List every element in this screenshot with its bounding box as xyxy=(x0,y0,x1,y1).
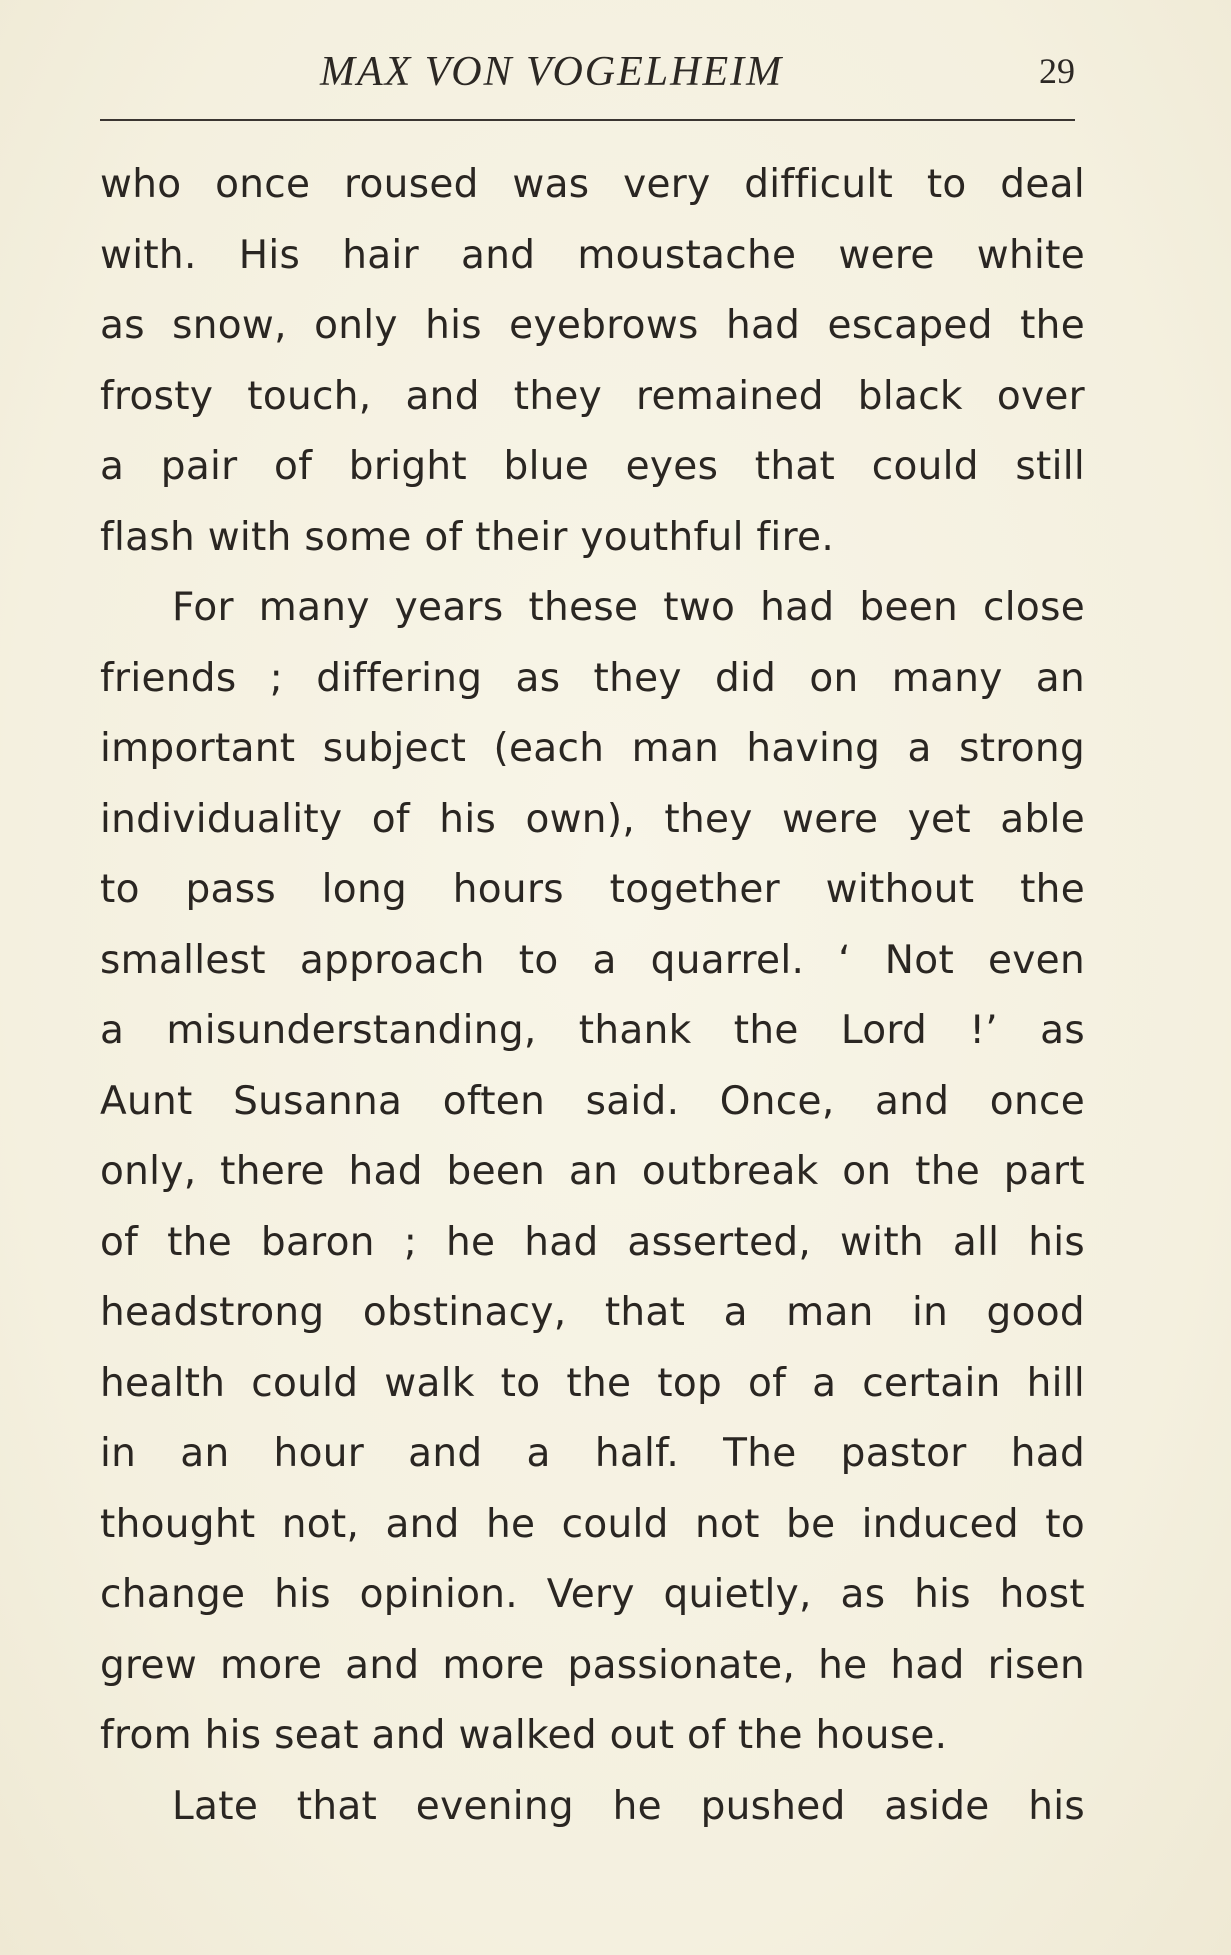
text-line: Aunt Susanna often said. Once, and once xyxy=(100,1078,1085,1124)
text-line: only, there had been an outbreak on the part xyxy=(100,1149,1085,1194)
text-line: in an hour and a half. The pastor had xyxy=(100,1431,1085,1476)
text-line: friends ; differing as they did on many an xyxy=(100,655,1085,701)
running-head xyxy=(100,48,1075,108)
text-line: thought not, and he could not be induced to xyxy=(100,1501,1085,1547)
text-line: a pair of bright blue eyes that could still xyxy=(100,444,1085,489)
text-line: of the baron ; he had asserted, with all his xyxy=(100,1219,1085,1265)
text-line: from his seat and walked out of the house. xyxy=(100,1713,948,1758)
text-line: smallest approach to a quarrel. ‘ Not even xyxy=(100,937,1085,983)
text-line: a misunderstanding, thank the Lord !’ as xyxy=(100,1008,1085,1053)
text-line: important subject (each man having a strong xyxy=(100,726,1085,771)
text-line: as snow, only his eyebrows had escaped the xyxy=(100,303,1085,348)
text-line: For many years these two had been close xyxy=(172,585,1085,630)
text-line: Late that evening he pushed aside his xyxy=(172,1783,1085,1829)
text-line: grew more and more passionate, he had risen xyxy=(100,1642,1085,1688)
page-number: 29 xyxy=(1039,51,1075,91)
text-line: change his opinion. Very quietly, as his host xyxy=(100,1572,1085,1617)
text-line: flash with some of their youthful fire. xyxy=(100,514,835,560)
text-line: who once roused was very difficult to deal xyxy=(100,162,1085,207)
text-line: to pass long hours together without the xyxy=(100,867,1085,912)
text-line: individuality of his own), they were yet able xyxy=(100,796,1085,842)
text-line: frosty touch, and they remained black over xyxy=(100,373,1085,419)
header-rule xyxy=(100,119,1075,121)
text-line: with. His hair and moustache were white xyxy=(100,232,1085,278)
text-line: health could walk to the top of a certain hill xyxy=(100,1360,1085,1406)
body-text xyxy=(100,150,1085,1842)
running-title: MAX VON VOGELHEIM xyxy=(320,49,784,95)
text-line: headstrong obstinacy, that a man in good xyxy=(100,1290,1085,1335)
